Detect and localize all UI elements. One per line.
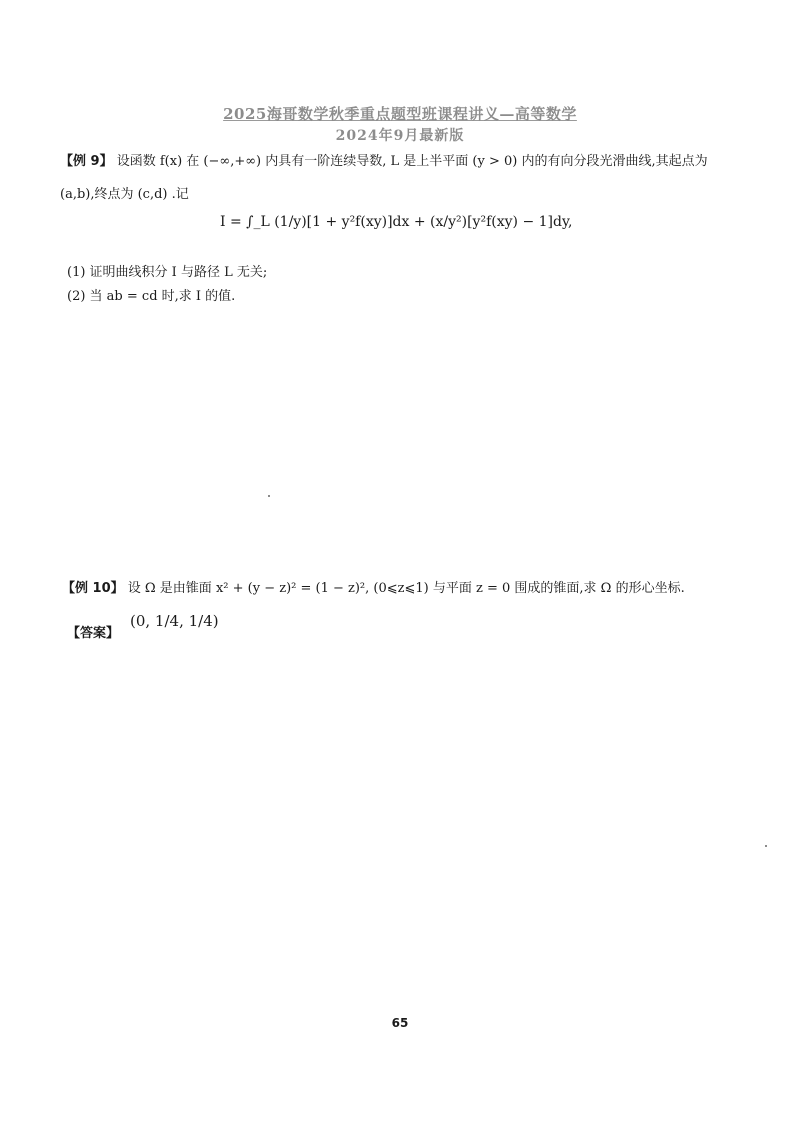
example9-item1: (1) 证明曲线积分 I 与路径 L 无关; xyxy=(67,265,268,280)
scan-speck xyxy=(268,495,270,497)
scan-speck xyxy=(765,845,767,847)
page-number: 65 xyxy=(391,1016,409,1030)
example9-line1 xyxy=(60,153,708,171)
example9-label: 【例 9】 xyxy=(60,154,113,169)
example9-statement: 设函数 f(x) 在 (−∞,+∞) 内具有一阶连续导数, L 是上半平面 (y > 0) 内的有向分段光滑曲线,其起点为 xyxy=(116,154,708,169)
answer-label: 【答案】 xyxy=(67,626,120,641)
example10-line xyxy=(62,580,685,598)
example10-statement: 设 Ω 是由锥面 x² + (y − z)² = (1 − z)², (0⩽z⩽1) 与平面 z = 0 围成的锥面,求 Ω 的形心坐标. xyxy=(127,581,685,596)
header-subtitle: 2024年9月最新版 xyxy=(335,128,465,144)
example9-item2: (2) 当 ab = cd 时,求 I 的值. xyxy=(67,289,236,304)
example9-line2: (a,b),终点为 (c,d) .记 xyxy=(60,187,189,202)
example9-formula: I = ∫_L (1/y)[1 + y²f(xy)]dx + (x/y²)[y²f(xy) − 1]dy, xyxy=(220,214,573,230)
example10-label: 【例 10】 xyxy=(62,581,124,596)
header-title: 2025海哥数学秋季重点题型班课程讲义—高等数学 xyxy=(223,105,577,123)
answer-value: (0, 1/4, 1/4) xyxy=(130,612,219,630)
